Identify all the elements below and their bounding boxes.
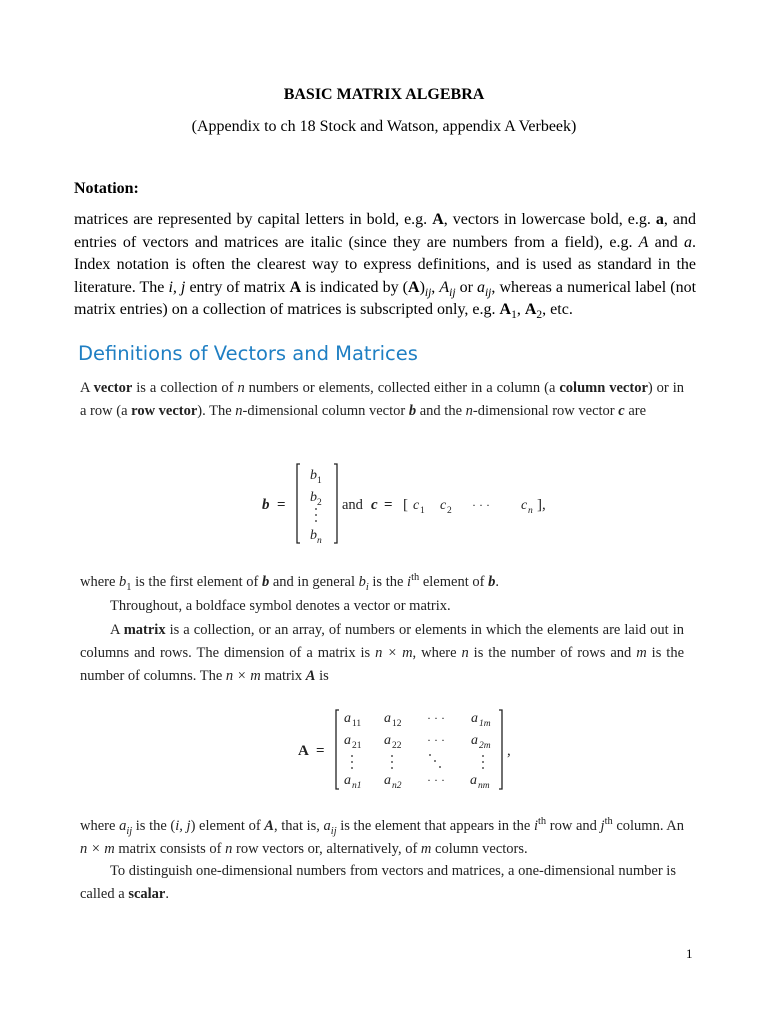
bn-entry: b xyxy=(310,528,317,543)
vdot xyxy=(315,514,317,516)
row1-cdots: · · · xyxy=(427,711,445,725)
row-close-bracket: ], xyxy=(537,497,546,513)
right-bracket xyxy=(334,464,337,543)
cdots: · · · xyxy=(472,498,490,512)
entry-a1m-sub: 1m xyxy=(479,719,491,729)
and-word: and xyxy=(342,497,363,513)
notation-paragraph: matrices are represented by capital letters in bold, e.g. A, vectors in lowercase bold, e.g. a, and entries of vectors and matrices are italic (since they are numbers from a field), e.g. A and a. Index notation is often the clearest way to express definitions, and is used as standard in the literature. The i, j entry of matrix A is indicated by $(A)_{ij}$, $A_{ij}$ or $a_{ij}$, whereas a numerical label (not matrix entries) on a collection of matrices is subscripted only, e.g. $A_1$, $A_2$, etc. xyxy=(74,211,697,322)
entry-a22-sub: 22 xyxy=(392,741,402,751)
c1-sub: 1 xyxy=(420,506,425,516)
right-bracket xyxy=(499,710,502,789)
c2-sub: 2 xyxy=(447,506,452,516)
matrix-equation xyxy=(0,700,768,800)
matrix-element-paragraph: where $a_{ij}$ is the (i, j) element of A, that is, $a_{ij}$ is the element that appears in the $i^{th}$ row and $j^{th}$ column. An n × m matrix consists of n row vectors or, alternatively, of m column vectors. xyxy=(80,816,684,857)
entry-anm: a xyxy=(470,773,477,788)
entry-an2-sub: n2 xyxy=(392,781,402,791)
bn-sub: n xyxy=(317,536,322,546)
entry-a2m-sub: 2m xyxy=(479,741,491,751)
eq-equals-3: = xyxy=(316,743,325,759)
vdot xyxy=(315,508,317,510)
entry-a1m: a xyxy=(471,711,478,726)
matrix-definition-paragraph: A matrix is a collection, or an array, of numbers or elements in which the elements are laid out in columns and rows. The dimension of a matrix is n × m, where n is the number of rows and m is the number of columns. The n × m matrix A is xyxy=(80,622,685,684)
section-heading: Definitions of Vectors and Matrices xyxy=(78,342,418,365)
left-bracket xyxy=(297,464,300,543)
entry-a21: a xyxy=(344,733,351,748)
entry-a22: a xyxy=(384,733,391,748)
entry-a2m: a xyxy=(471,733,478,748)
vdot xyxy=(315,520,317,522)
b2-sub: 2 xyxy=(317,498,322,508)
entry-an1: a xyxy=(344,773,351,788)
cn-sub: n xyxy=(528,506,533,516)
eq-A-lhs: A xyxy=(298,743,309,759)
b1-sub: 1 xyxy=(317,476,322,486)
c2-entry: c xyxy=(440,498,447,513)
eq-b-lhs: b xyxy=(262,497,270,513)
document-subtitle: (Appendix to ch 18 Stock and Watson, appendix A Verbeek) xyxy=(191,118,577,135)
element-of-b-paragraph: where $b_1$ is the first element of b and in general $b_i$ is the $i^{th}$ element of b. xyxy=(80,572,499,593)
entry-anm-sub: nm xyxy=(478,781,490,791)
entry-a21-sub: 21 xyxy=(352,741,362,751)
b1-entry: b xyxy=(310,468,317,483)
left-bracket xyxy=(336,710,339,789)
document-title: BASIC MATRIX ALGEBRA xyxy=(283,86,485,103)
boldface-note: Throughout, a boldface symbol denotes a vector or matrix. xyxy=(110,598,451,614)
entry-a11: a xyxy=(344,711,351,726)
entry-an1-sub: n1 xyxy=(352,781,362,791)
row-open-bracket: [ xyxy=(403,497,408,513)
row4-cdots: · · · xyxy=(427,773,445,787)
entry-a11-sub: 11 xyxy=(352,719,362,729)
notation-heading: Notation: xyxy=(74,180,139,197)
page-number: 1 xyxy=(686,946,693,961)
scalar-paragraph: To distinguish one-dimensional numbers from vectors and matrices, a one-dimensional number is called a scalar. xyxy=(80,863,676,902)
vector-definition-paragraph: A vector is a collection of n numbers or elements, collected either in a column (a column vector) or in a row (a row vector). The n-dimensional column vector b and the n-dimensional row vector c are xyxy=(80,380,685,419)
matrix-comma: , xyxy=(507,743,511,759)
eq-equals: = xyxy=(277,497,286,513)
vector-equation xyxy=(0,455,768,555)
cn-entry: c xyxy=(521,498,528,513)
entry-a12-sub: 12 xyxy=(392,719,402,729)
b2-entry: b xyxy=(310,490,317,505)
entry-a12: a xyxy=(384,711,391,726)
c1-entry: c xyxy=(413,498,420,513)
row2-cdots: · · · xyxy=(427,733,445,747)
eq-equals-2: = xyxy=(384,497,393,513)
entry-an2: a xyxy=(384,773,391,788)
eq-c-lhs: c xyxy=(371,497,378,513)
matrix-ellipsis-row xyxy=(351,754,484,769)
